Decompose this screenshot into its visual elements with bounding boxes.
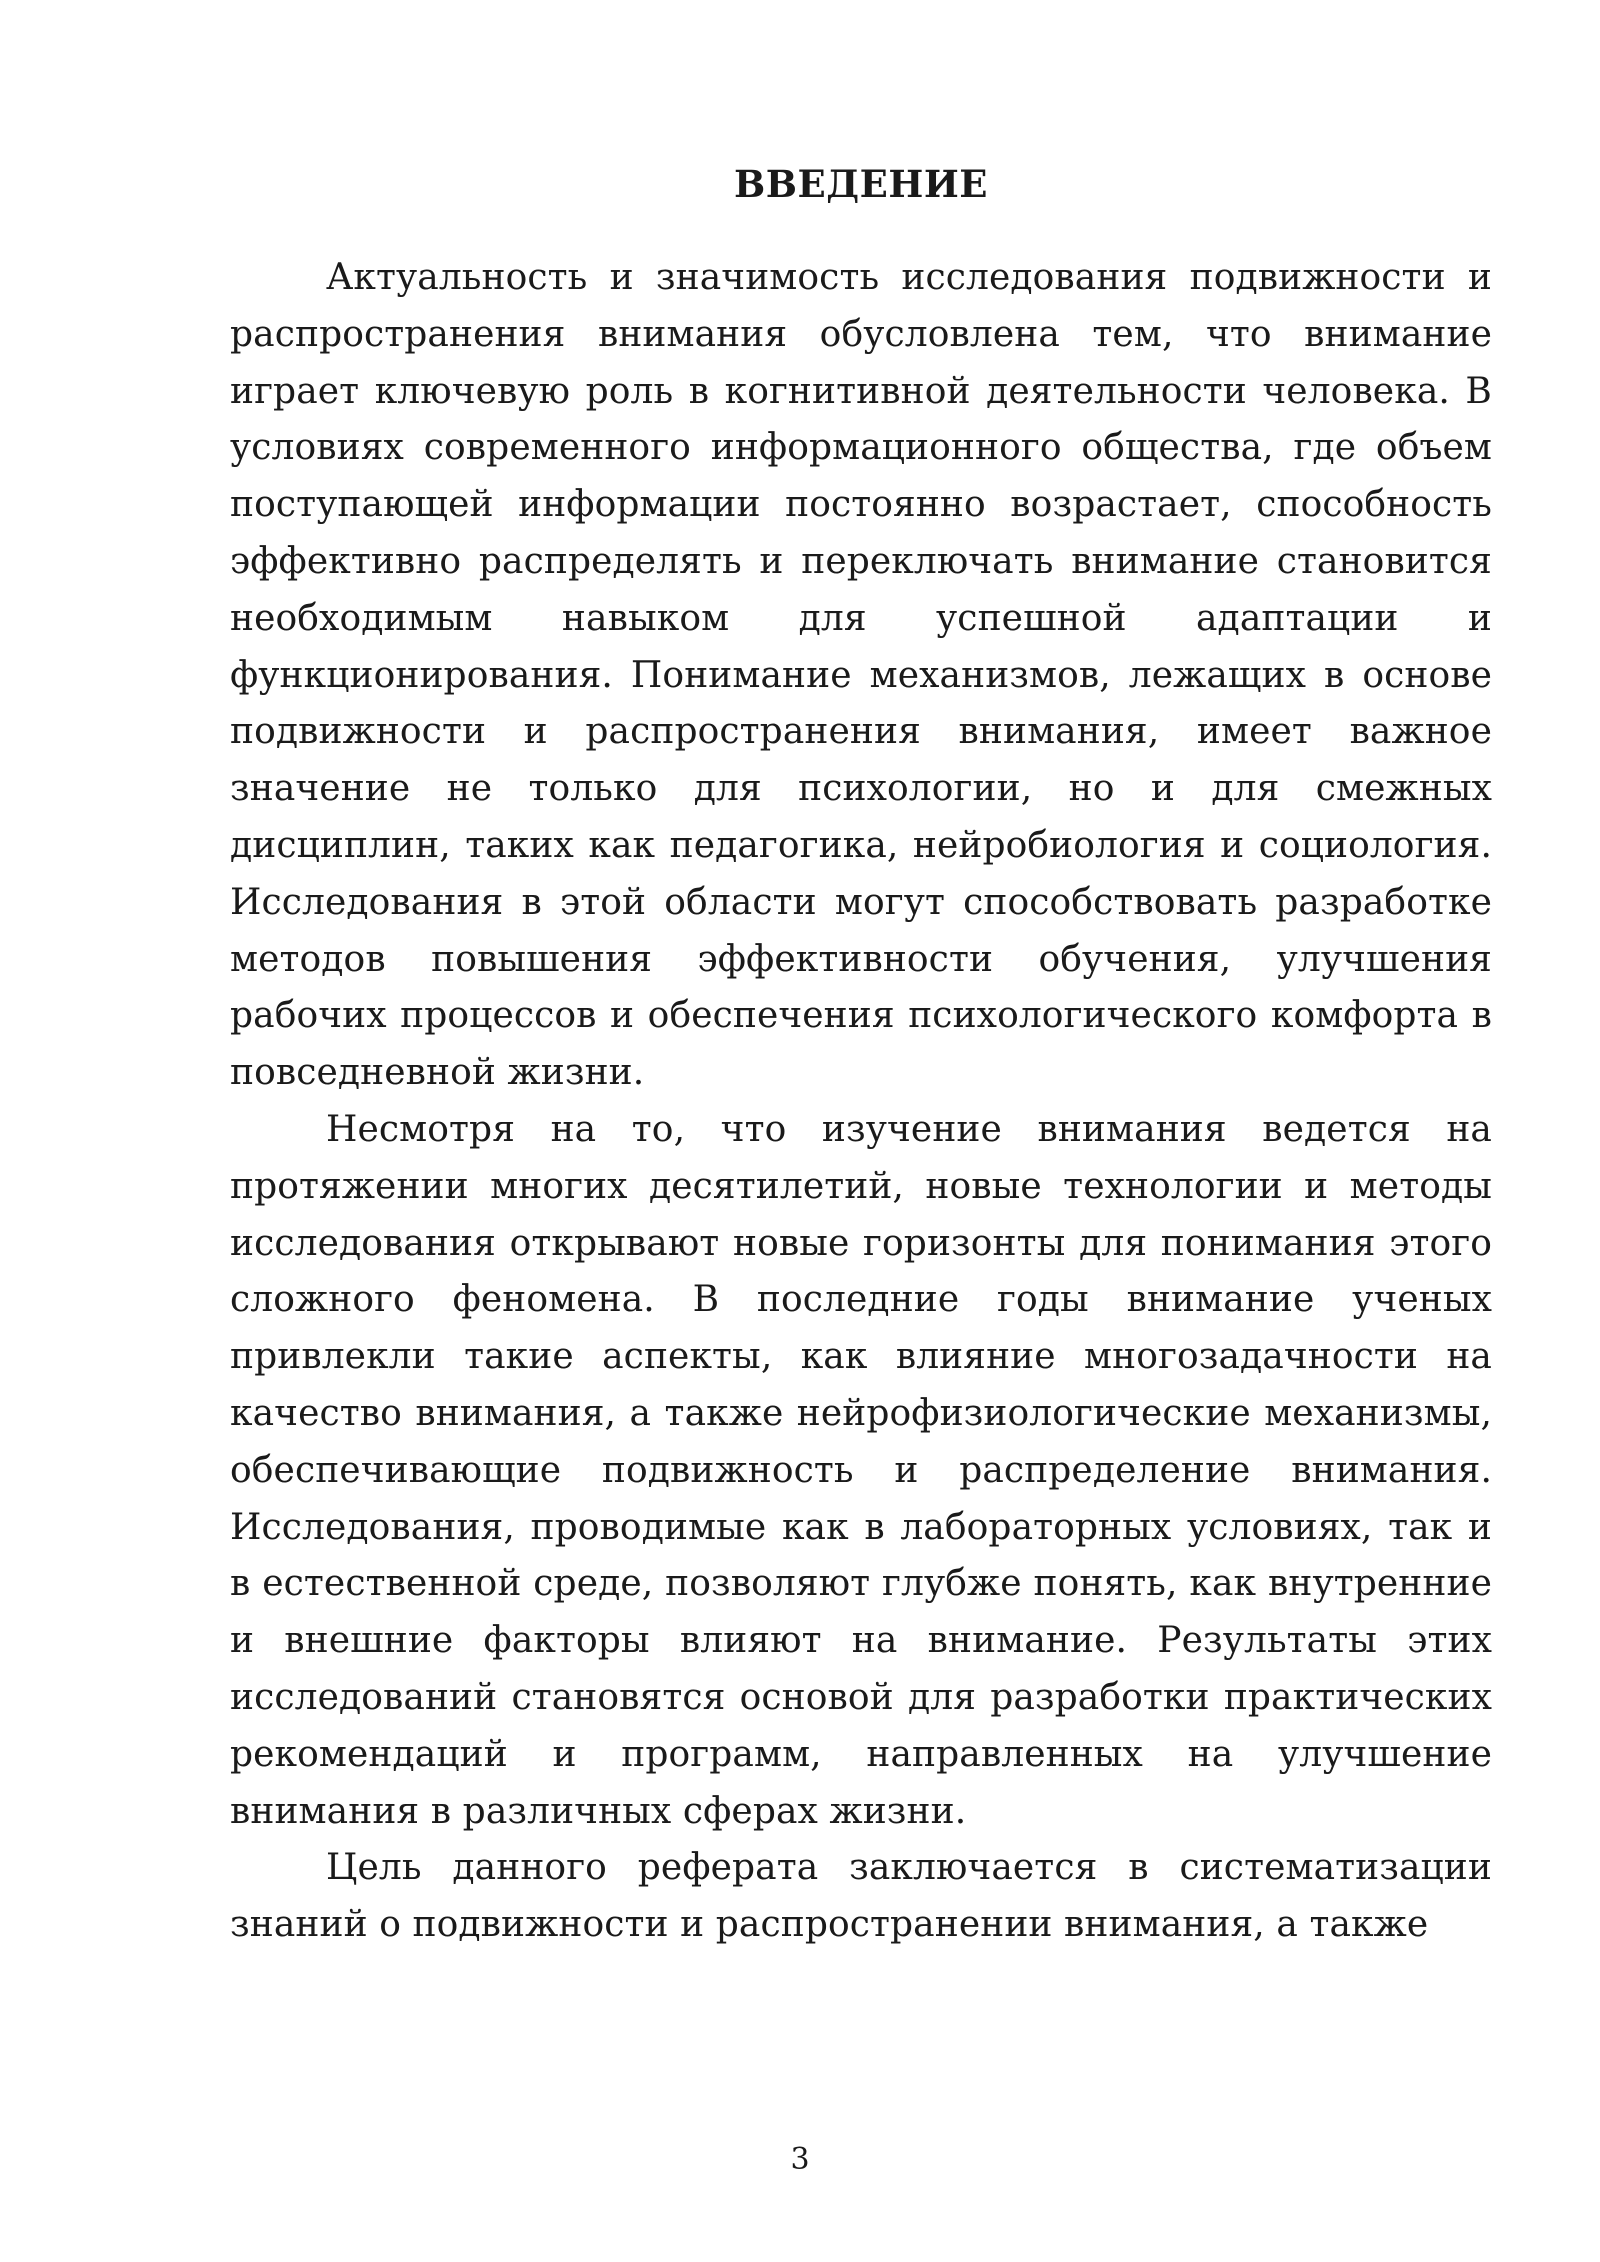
paragraph-relevance: Актуальность и значимость исследования подвижности и распространения внимания обусловлена тем, что внимание играет ключевую роль в когнитивной деятельности человека. В условиях современного информационного общества, где объем поступающей информации постоянно возрастает, способность эффективно распределять и переключать внимание становится необходимым навыком для успешной адаптации и функционирования. Понимание механизмов, лежащих в основе подвижности и распространения внимания, имеет важное значение не только для психологии, но и для смежных дисциплин, таких как педагогика, нейробиология и социология. Исследования в этой области могут способствовать разработке методов повышения эффективности обучения, улучшения рабочих процессов и обеспечения психологического комфорта в повседневной жизни.: [230, 257, 1492, 1094]
paragraph-research-context: Несмотря на то, что изучение внимания ведется на протяжении многих десятилетий, новые технологии и методы исследования открывают новые горизонты для понимания этого сложного феномена. В последние годы внимание ученых привлекли такие аспекты, как влияние многозадачности на качество внимания, а также нейрофизиологические механизмы, обеспечивающие подвижность и распределение внимания. Исследования, проводимые как в лабораторных условиях, так и в естественной среде, позволяют глубже понять, как внутренние и внешние факторы влияют на внимание. Результаты этих исследований становятся основой для разработки практических рекомендаций и программ, направленных на улучшение внимания в различных сферах жизни.: [230, 1108, 1492, 1832]
page-number: 3: [790, 2142, 810, 2177]
paragraph-goal: Цель данного реферата заключается в систематизации знаний о подвижности и распространении внимания, а также: [230, 1847, 1492, 1946]
section-heading: ВВЕДЕНИЕ: [734, 162, 988, 206]
body-text: [230, 250, 1492, 1954]
